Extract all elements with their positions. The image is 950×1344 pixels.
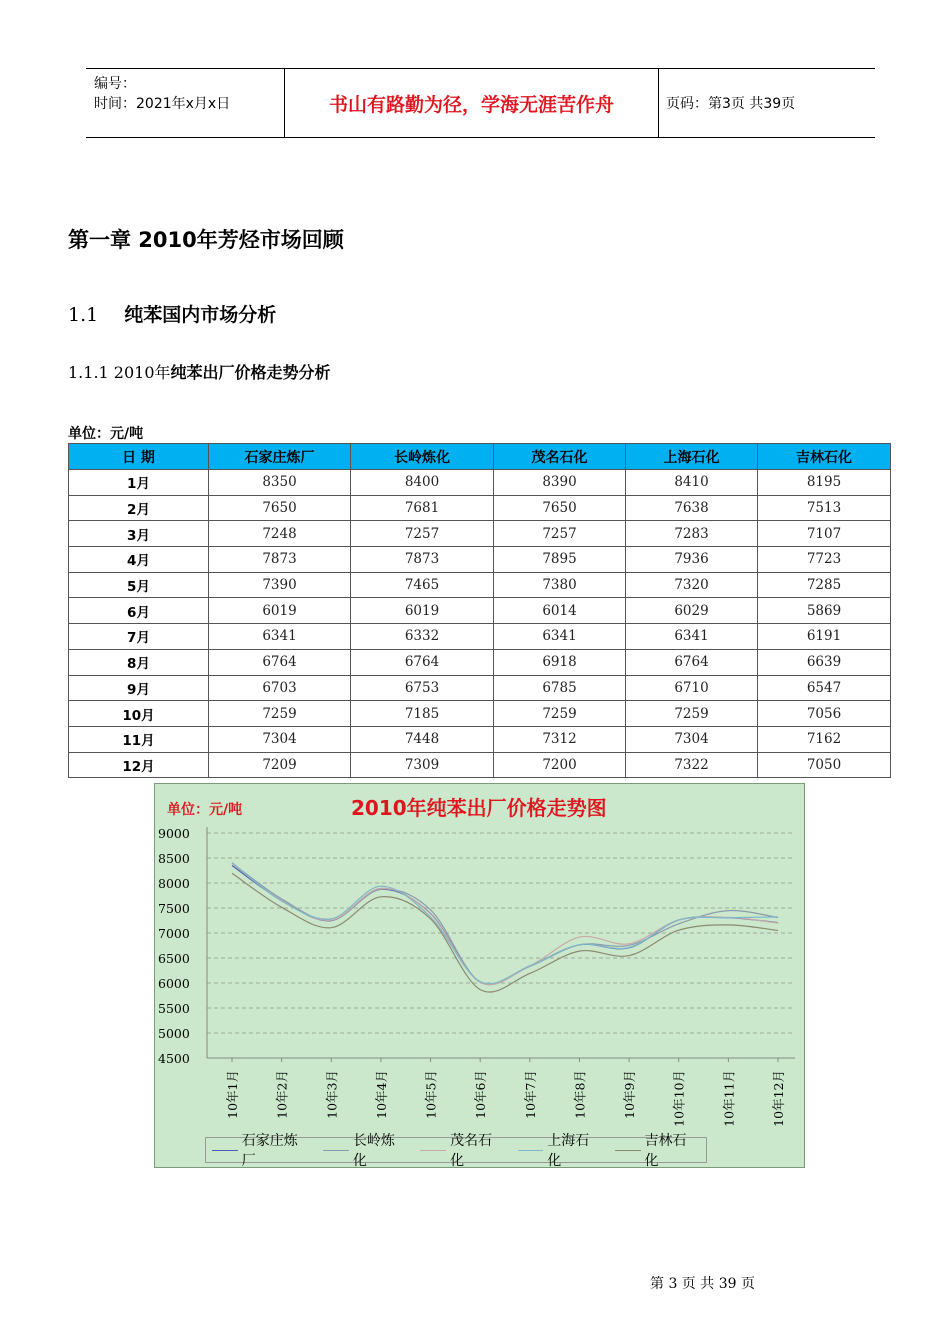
price-cell: 7259 <box>209 701 351 727</box>
legend-item <box>212 1130 311 1170</box>
price-cell: 7390 <box>209 572 351 598</box>
legend-label: 吉林石化 <box>644 1133 687 1169</box>
table-header-cell: 长岭炼化 <box>351 444 494 470</box>
y-tick-label: 7500 <box>158 901 190 916</box>
chart-title: 2010年纯苯出厂价格走势图 <box>351 796 607 820</box>
month-cell: 1月 <box>69 470 209 496</box>
month-cell: 12月 <box>69 752 209 778</box>
price-cell: 8195 <box>758 470 891 496</box>
x-tick-label: 10年3月 <box>324 1070 340 1119</box>
table-header-cell: 茂名石化 <box>494 444 626 470</box>
table-header-row <box>69 444 891 470</box>
month-cell: 9月 <box>69 675 209 701</box>
price-cell: 8350 <box>209 470 351 496</box>
price-cell: 7936 <box>626 547 758 573</box>
price-cell: 8390 <box>494 470 626 496</box>
x-tick-label: 10年2月 <box>274 1070 290 1119</box>
section-heading <box>68 300 276 327</box>
price-cell: 7259 <box>626 701 758 727</box>
table-row <box>69 675 891 701</box>
month-cell: 6月 <box>69 598 209 624</box>
price-cell: 6019 <box>209 598 351 624</box>
price-cell: 7283 <box>626 521 758 547</box>
table-row <box>69 726 891 752</box>
price-cell: 7309 <box>351 752 494 778</box>
price-cell: 6014 <box>494 598 626 624</box>
price-cell: 6547 <box>758 675 891 701</box>
price-cell: 7285 <box>758 572 891 598</box>
price-cell: 7185 <box>351 701 494 727</box>
price-cell: 7257 <box>351 521 494 547</box>
legend-swatch <box>323 1150 349 1151</box>
price-cell: 7681 <box>351 495 494 521</box>
month-cell: 10月 <box>69 701 209 727</box>
price-cell: 7257 <box>494 521 626 547</box>
x-tick-label: 10年10月 <box>671 1070 687 1127</box>
y-tick-label: 8500 <box>158 851 190 866</box>
table-row <box>69 495 891 521</box>
section-title: 纯苯国内市场分析 <box>124 304 277 326</box>
legend-label: 长岭炼化 <box>352 1133 395 1169</box>
price-cell: 8400 <box>351 470 494 496</box>
page-info: 页码：第3页 共39页 <box>666 96 796 112</box>
legend-item <box>323 1130 408 1170</box>
price-cell: 7723 <box>758 547 891 573</box>
month-cell: 2月 <box>69 495 209 521</box>
table-row <box>69 572 891 598</box>
price-cell: 6332 <box>351 624 494 650</box>
x-tick-label: 10年11月 <box>721 1070 737 1127</box>
price-cell: 6341 <box>494 624 626 650</box>
price-cell: 6639 <box>758 649 891 675</box>
x-tick-label: 10年8月 <box>572 1070 588 1119</box>
table-header-cell: 日 期 <box>69 444 209 470</box>
price-cell: 7259 <box>494 701 626 727</box>
price-cell: 7873 <box>351 547 494 573</box>
price-cell: 7162 <box>758 726 891 752</box>
table-row <box>69 547 891 573</box>
legend-item <box>615 1130 700 1170</box>
legend-swatch <box>212 1150 238 1151</box>
y-tick-label: 8000 <box>158 876 190 891</box>
legend-item <box>518 1130 603 1170</box>
price-cell: 7056 <box>758 701 891 727</box>
price-cell: 6764 <box>209 649 351 675</box>
series-line <box>232 863 778 985</box>
price-cell: 6764 <box>626 649 758 675</box>
legend-swatch <box>518 1150 544 1151</box>
month-cell: 8月 <box>69 649 209 675</box>
table-header-cell: 上海石化 <box>626 444 758 470</box>
legend-swatch <box>615 1150 641 1151</box>
legend-label: 上海石化 <box>547 1133 590 1169</box>
x-tick-label: 10年4月 <box>373 1070 389 1119</box>
price-cell: 6710 <box>626 675 758 701</box>
price-cell: 7322 <box>626 752 758 778</box>
price-cell: 7638 <box>626 495 758 521</box>
x-tick-label: 10年9月 <box>622 1070 638 1119</box>
table-header-cell: 吉林石化 <box>758 444 891 470</box>
price-cell: 6029 <box>626 598 758 624</box>
y-tick-label: 5500 <box>158 1001 190 1016</box>
y-tick-label: 6500 <box>158 951 190 966</box>
price-cell: 7304 <box>626 726 758 752</box>
price-cell: 7248 <box>209 521 351 547</box>
price-cell: 5869 <box>758 598 891 624</box>
price-cell: 7650 <box>209 495 351 521</box>
table-row <box>69 521 891 547</box>
legend-swatch <box>420 1150 446 1151</box>
legend-label: 茂名石化 <box>450 1133 493 1169</box>
y-tick-label: 4500 <box>158 1051 190 1066</box>
header-meta <box>86 69 285 137</box>
price-table <box>68 443 891 778</box>
chart-canvas <box>155 784 804 1167</box>
page-header <box>86 68 875 138</box>
price-cell: 6341 <box>626 624 758 650</box>
legend-label: 石家庄炼厂 <box>241 1133 298 1169</box>
price-cell: 7465 <box>351 572 494 598</box>
month-cell: 4月 <box>69 547 209 573</box>
series-line <box>232 864 778 985</box>
month-cell: 7月 <box>69 624 209 650</box>
price-cell: 7209 <box>209 752 351 778</box>
page-footer: 第 3 页 共 39 页 <box>650 1276 755 1292</box>
price-cell: 6191 <box>758 624 891 650</box>
price-cell: 6918 <box>494 649 626 675</box>
legend-item <box>420 1130 505 1170</box>
x-tick-label: 10年5月 <box>423 1070 439 1119</box>
price-cell: 7448 <box>351 726 494 752</box>
price-cell: 6703 <box>209 675 351 701</box>
price-cell: 7320 <box>626 572 758 598</box>
month-cell: 3月 <box>69 521 209 547</box>
table-row <box>69 470 891 496</box>
chart-legend <box>205 1133 707 1169</box>
price-cell: 7895 <box>494 547 626 573</box>
subsection-heading <box>68 360 331 383</box>
time-label: 时间：2021年x月x日 <box>94 96 231 112</box>
section-number: 1.1 <box>68 304 99 326</box>
subsection-title: 纯苯出厂价格走势分析 <box>170 363 331 382</box>
price-cell: 7312 <box>494 726 626 752</box>
price-cell: 7304 <box>209 726 351 752</box>
table-row <box>69 624 891 650</box>
price-chart <box>154 783 805 1168</box>
price-cell: 6019 <box>351 598 494 624</box>
number-label: 编号： <box>94 76 136 92</box>
table-row <box>69 649 891 675</box>
price-cell: 8410 <box>626 470 758 496</box>
y-tick-label: 7000 <box>158 926 190 941</box>
y-tick-label: 9000 <box>158 826 190 841</box>
table-header-cell: 石家庄炼厂 <box>209 444 351 470</box>
series-line <box>232 863 778 984</box>
table-unit-label: 单位：元/吨 <box>68 426 144 442</box>
month-cell: 5月 <box>69 572 209 598</box>
x-tick-label: 10年1月 <box>225 1070 240 1119</box>
subsection-number: 1.1.1 2010年 <box>68 363 171 382</box>
price-cell: 7873 <box>209 547 351 573</box>
x-tick-label: 10年6月 <box>473 1070 489 1119</box>
y-tick-label: 5000 <box>158 1026 190 1041</box>
y-tick-label: 6000 <box>158 976 190 991</box>
price-cell: 6753 <box>351 675 494 701</box>
price-cell: 7200 <box>494 752 626 778</box>
table-row <box>69 598 891 624</box>
motto: 书山有路勤为径，学海无涯苦作舟 <box>285 69 659 137</box>
price-cell: 7513 <box>758 495 891 521</box>
chart-unit-label: 单位：元/吨 <box>167 802 243 818</box>
price-cell: 7650 <box>494 495 626 521</box>
price-cell: 6785 <box>494 675 626 701</box>
table-body <box>69 470 891 778</box>
price-cell: 6341 <box>209 624 351 650</box>
price-cell: 7380 <box>494 572 626 598</box>
chapter-title: 第一章 2010年芳烃市场回顾 <box>68 228 344 252</box>
price-cell: 6764 <box>351 649 494 675</box>
table-row <box>69 701 891 727</box>
price-cell: 7050 <box>758 752 891 778</box>
x-tick-label: 10年12月 <box>771 1070 786 1127</box>
price-cell: 7107 <box>758 521 891 547</box>
x-tick-label: 10年7月 <box>522 1070 538 1119</box>
month-cell: 11月 <box>69 726 209 752</box>
table-row <box>69 752 891 778</box>
